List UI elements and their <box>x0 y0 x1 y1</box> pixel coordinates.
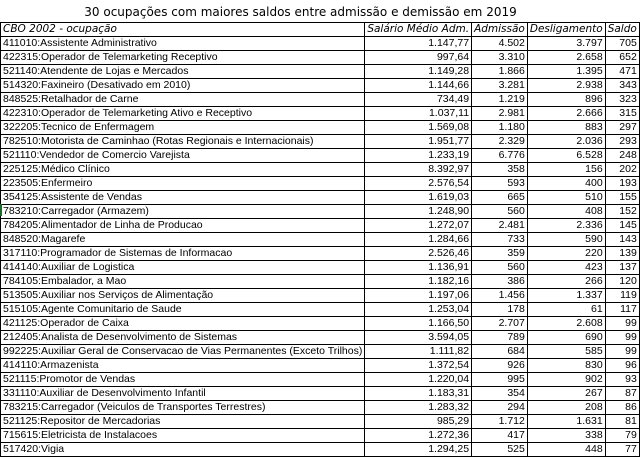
cell-saldo[interactable]: 117 <box>605 303 639 317</box>
table-row <box>1 65 640 79</box>
cell-desligamento[interactable]: 267 <box>527 387 605 401</box>
cell-admissao[interactable]: 2.707 <box>472 317 528 331</box>
cell-admissao[interactable]: 294 <box>472 401 528 415</box>
cell-saldo[interactable]: 155 <box>605 191 639 205</box>
cell-admissao[interactable]: 2.329 <box>472 135 528 149</box>
cell-salario-medio[interactable]: 1.037,11 <box>365 107 472 121</box>
cell-salario-medio[interactable]: 8.392,97 <box>365 163 472 177</box>
cell-desligamento[interactable]: 1.395 <box>527 65 605 79</box>
cell-desligamento[interactable]: 896 <box>527 93 605 107</box>
cell-salario-medio[interactable]: 1.197,06 <box>365 289 472 303</box>
cell-admissao[interactable]: 2.481 <box>472 219 528 233</box>
cell-cbo-ocupacao[interactable]: 992225:Auxiliar Geral de Conservacao de Vias Permanentes (Exceto Trilhos) <box>1 345 365 359</box>
cell-cbo-ocupacao[interactable]: 212405:Analista de Desenvolvimento de Sistemas <box>1 331 365 345</box>
cell-admissao[interactable]: 3.310 <box>472 51 528 65</box>
cell-saldo[interactable]: 139 <box>605 247 639 261</box>
cell-cbo-ocupacao[interactable]: 422315:Operador de Telemarketing Receptivo <box>1 51 365 65</box>
cell-cbo-ocupacao[interactable]: 783210:Carregador (Armazem) <box>1 205 365 219</box>
cell-salario-medio[interactable]: 734,49 <box>365 93 472 107</box>
table-row <box>1 163 640 177</box>
cell-cbo-ocupacao[interactable]: 354125:Assistente de Vendas <box>1 191 365 205</box>
cell-saldo[interactable]: 145 <box>605 219 639 233</box>
table-row <box>1 289 640 303</box>
table-row <box>1 429 640 443</box>
cell-desligamento[interactable]: 510 <box>527 191 605 205</box>
table-row <box>1 93 640 107</box>
table-row <box>1 359 640 373</box>
cell-desligamento[interactable]: 156 <box>527 163 605 177</box>
cell-cbo-ocupacao[interactable]: 331110:Auxiliar de Desenvolvimento Infantil <box>1 387 365 401</box>
cell-desligamento[interactable]: 585 <box>527 345 605 359</box>
cell-salario-medio[interactable]: 1.149,28 <box>365 65 472 79</box>
cell-admissao[interactable]: 178 <box>472 303 528 317</box>
table-row <box>1 415 640 429</box>
cell-admissao[interactable]: 2.981 <box>472 107 528 121</box>
table-row <box>1 401 640 415</box>
cell-salario-medio[interactable]: 1.220,04 <box>365 373 472 387</box>
cell-cbo-ocupacao[interactable]: 848525:Retalhador de Carne <box>1 93 365 107</box>
cell-saldo[interactable]: 120 <box>605 275 639 289</box>
cell-desligamento[interactable]: 902 <box>527 373 605 387</box>
cell-desligamento[interactable]: 1.337 <box>527 289 605 303</box>
cell-admissao[interactable]: 354 <box>472 387 528 401</box>
cell-cbo-ocupacao[interactable]: 715615:Eletricista de Instalacoes <box>1 429 365 443</box>
cell-salario-medio[interactable]: 1.182,16 <box>365 275 472 289</box>
cell-desligamento[interactable]: 408 <box>527 205 605 219</box>
cell-saldo[interactable]: 137 <box>605 261 639 275</box>
cell-admissao[interactable]: 359 <box>472 247 528 261</box>
cell-admissao[interactable]: 665 <box>472 191 528 205</box>
table-row <box>1 275 640 289</box>
cell-admissao[interactable]: 560 <box>472 261 528 275</box>
cell-cbo-ocupacao[interactable]: 515105:Agente Comunitario de Saude <box>1 303 365 317</box>
cell-admissao[interactable]: 1.712 <box>472 415 528 429</box>
cell-cbo-ocupacao[interactable]: 521140:Atendente de Lojas e Mercados <box>1 65 365 79</box>
cell-cbo-ocupacao[interactable]: 225125:Médico Clínico <box>1 163 365 177</box>
table-row <box>1 247 640 261</box>
cell-saldo[interactable]: 93 <box>605 373 639 387</box>
table-row <box>1 107 640 121</box>
cell-admissao[interactable]: 6.776 <box>472 149 528 163</box>
cell-cbo-ocupacao[interactable]: 784105:Embalador, a Mao <box>1 275 365 289</box>
cell-saldo[interactable]: 119 <box>605 289 639 303</box>
cell-admissao[interactable]: 1.456 <box>472 289 528 303</box>
cell-salario-medio[interactable]: 1.166,50 <box>365 317 472 331</box>
cell-saldo[interactable]: 293 <box>605 135 639 149</box>
header-saldo[interactable]: Saldo <box>605 23 639 37</box>
table-row <box>1 79 640 93</box>
cell-cbo-ocupacao[interactable]: 223505:Enfermeiro <box>1 177 365 191</box>
cell-salario-medio[interactable]: 1.147,77 <box>365 37 472 51</box>
cell-salario-medio[interactable]: 997,64 <box>365 51 472 65</box>
cell-salario-medio[interactable]: 1.183,31 <box>365 387 472 401</box>
cell-cbo-ocupacao[interactable]: 421125:Operador de Caixa <box>1 317 365 331</box>
cell-saldo[interactable]: 81 <box>605 415 639 429</box>
cell-saldo[interactable]: 248 <box>605 149 639 163</box>
cell-salario-medio[interactable]: 2.526,46 <box>365 247 472 261</box>
cell-desligamento[interactable]: 3.797 <box>527 37 605 51</box>
table-row <box>1 345 640 359</box>
cell-salario-medio[interactable]: 1.569,08 <box>365 121 472 135</box>
cell-salario-medio[interactable]: 1.272,07 <box>365 219 472 233</box>
cell-cbo-ocupacao[interactable]: 848520:Magarefe <box>1 233 365 247</box>
cell-cbo-ocupacao[interactable]: 322205:Tecnico de Enfermagem <box>1 121 365 135</box>
table-row <box>1 191 640 205</box>
cell-cbo-ocupacao[interactable]: 414110:Armazenista <box>1 359 365 373</box>
table-row <box>1 149 640 163</box>
cell-saldo[interactable]: 99 <box>605 317 639 331</box>
table-row <box>1 205 640 219</box>
cell-saldo[interactable]: 77 <box>605 443 639 457</box>
cell-salario-medio[interactable]: 3.594,05 <box>365 331 472 345</box>
cell-salario-medio[interactable]: 1.619,03 <box>365 191 472 205</box>
cell-desligamento[interactable]: 2.938 <box>527 79 605 93</box>
cell-desligamento[interactable]: 883 <box>527 121 605 135</box>
table-body <box>1 37 640 457</box>
cell-cbo-ocupacao[interactable]: 514320:Faxineiro (Desativado em 2010) <box>1 79 365 93</box>
table-row <box>1 121 640 135</box>
cell-saldo[interactable]: 79 <box>605 429 639 443</box>
cell-salario-medio[interactable]: 1.272,36 <box>365 429 472 443</box>
cell-saldo[interactable]: 143 <box>605 233 639 247</box>
cell-saldo[interactable]: 193 <box>605 177 639 191</box>
cell-desligamento[interactable]: 61 <box>527 303 605 317</box>
cell-desligamento[interactable]: 690 <box>527 331 605 345</box>
table-row <box>1 135 640 149</box>
cell-saldo[interactable]: 87 <box>605 387 639 401</box>
cell-saldo[interactable]: 343 <box>605 79 639 93</box>
cell-desligamento[interactable]: 448 <box>527 443 605 457</box>
cell-cbo-ocupacao[interactable]: 317110:Programador de Sistemas de Informacao <box>1 247 365 261</box>
cell-admissao[interactable]: 684 <box>472 345 528 359</box>
cell-cbo-ocupacao[interactable]: 422310:Operador de Telemarketing Ativo e Receptivo <box>1 107 365 121</box>
cell-desligamento[interactable]: 2.608 <box>527 317 605 331</box>
cell-desligamento[interactable]: 400 <box>527 177 605 191</box>
cell-saldo[interactable]: 99 <box>605 345 639 359</box>
cell-saldo[interactable]: 705 <box>605 37 639 51</box>
cell-desligamento[interactable]: 423 <box>527 261 605 275</box>
cell-admissao[interactable]: 733 <box>472 233 528 247</box>
cell-salario-medio[interactable]: 1.111,82 <box>365 345 472 359</box>
cell-admissao[interactable]: 1.866 <box>472 65 528 79</box>
cell-desligamento[interactable]: 220 <box>527 247 605 261</box>
cell-saldo[interactable]: 152 <box>605 205 639 219</box>
cell-saldo[interactable]: 202 <box>605 163 639 177</box>
cell-admissao[interactable]: 560 <box>472 205 528 219</box>
table-row <box>1 331 640 345</box>
header-salario-medio[interactable]: Salário Médio Adm. <box>365 23 472 37</box>
cell-saldo[interactable]: 96 <box>605 359 639 373</box>
cell-salario-medio[interactable]: 1.233,19 <box>365 149 472 163</box>
cell-salario-medio[interactable]: 1.294,25 <box>365 443 472 457</box>
cell-saldo[interactable]: 99 <box>605 331 639 345</box>
cell-desligamento[interactable]: 2.658 <box>527 51 605 65</box>
cell-desligamento[interactable]: 830 <box>527 359 605 373</box>
cell-desligamento[interactable]: 2.036 <box>527 135 605 149</box>
table-row <box>1 37 640 51</box>
cell-saldo[interactable]: 652 <box>605 51 639 65</box>
cell-admissao[interactable]: 4.502 <box>472 37 528 51</box>
table-row <box>1 177 640 191</box>
cell-salario-medio[interactable]: 1.253,04 <box>365 303 472 317</box>
cell-desligamento[interactable]: 2.666 <box>527 107 605 121</box>
header-row <box>1 23 640 37</box>
cell-cbo-ocupacao[interactable]: 784205:Alimentador de Linha de Producao <box>1 219 365 233</box>
table-row <box>1 219 640 233</box>
table-row <box>1 373 640 387</box>
occupations-table <box>0 22 640 457</box>
cell-desligamento[interactable]: 6.528 <box>527 149 605 163</box>
header-admissao[interactable]: Admissão <box>472 23 528 37</box>
cell-cbo-ocupacao[interactable]: 411010:Assistente Administrativo <box>1 37 365 51</box>
cell-cbo-ocupacao[interactable]: 414140:Auxiliar de Logistica <box>1 261 365 275</box>
cell-desligamento[interactable]: 266 <box>527 275 605 289</box>
cell-cbo-ocupacao[interactable]: 782510:Motorista de Caminhao (Rotas Regionais e Internacionais) <box>1 135 365 149</box>
table-row <box>1 317 640 331</box>
table-row <box>1 387 640 401</box>
cell-salario-medio[interactable]: 1.372,54 <box>365 359 472 373</box>
table-row <box>1 261 640 275</box>
cell-admissao[interactable]: 386 <box>472 275 528 289</box>
cell-cbo-ocupacao[interactable]: 521115:Promotor de Vendas <box>1 373 365 387</box>
cell-admissao[interactable]: 525 <box>472 443 528 457</box>
table-row <box>1 303 640 317</box>
header-cbo-ocupacao[interactable]: CBO 2002 - ocupação <box>1 23 365 37</box>
table-row <box>1 233 640 247</box>
table-title: 30 ocupações com maiores saldos entre admissão e demissão em 2019 <box>84 5 517 19</box>
cell-salario-medio[interactable]: 1.951,77 <box>365 135 472 149</box>
cell-salario-medio[interactable]: 985,29 <box>365 415 472 429</box>
cell-desligamento[interactable]: 208 <box>527 401 605 415</box>
cell-salario-medio[interactable]: 1.284,66 <box>365 233 472 247</box>
table-row <box>1 51 640 65</box>
cell-salario-medio[interactable]: 1.283,32 <box>365 401 472 415</box>
cell-salario-medio[interactable]: 1.136,91 <box>365 261 472 275</box>
cell-admissao[interactable]: 3.281 <box>472 79 528 93</box>
cell-desligamento[interactable]: 338 <box>527 429 605 443</box>
cell-saldo[interactable]: 86 <box>605 401 639 415</box>
cell-salario-medio[interactable]: 2.576,54 <box>365 177 472 191</box>
cell-desligamento[interactable]: 1.631 <box>527 415 605 429</box>
cell-desligamento[interactable]: 590 <box>527 233 605 247</box>
cell-admissao[interactable]: 789 <box>472 331 528 345</box>
cell-admissao[interactable]: 1.219 <box>472 93 528 107</box>
cell-cbo-ocupacao[interactable]: 517420:Vigia <box>1 443 365 457</box>
cell-cbo-ocupacao[interactable]: 521125:Repositor de Mercadorias <box>1 415 365 429</box>
cell-salario-medio[interactable]: 1.144,66 <box>365 79 472 93</box>
cell-admissao[interactable]: 926 <box>472 359 528 373</box>
cell-salario-medio[interactable]: 1.248,90 <box>365 205 472 219</box>
cell-cbo-ocupacao[interactable]: 783215:Carregador (Veiculos de Transportes Terrestres) <box>1 401 365 415</box>
cell-cbo-ocupacao[interactable]: 521110:Vendedor de Comercio Varejista <box>1 149 365 163</box>
table-row <box>1 443 640 457</box>
cell-saldo[interactable]: 315 <box>605 107 639 121</box>
cell-admissao[interactable]: 995 <box>472 373 528 387</box>
cell-saldo[interactable]: 323 <box>605 93 639 107</box>
cell-admissao[interactable]: 593 <box>472 177 528 191</box>
header-desligamento[interactable]: Desligamento <box>527 23 605 37</box>
cell-cbo-ocupacao[interactable]: 513505:Auxiliar nos Serviços de Alimentação <box>1 289 365 303</box>
cell-admissao[interactable]: 358 <box>472 163 528 177</box>
cell-desligamento[interactable]: 2.336 <box>527 219 605 233</box>
cell-admissao[interactable]: 417 <box>472 429 528 443</box>
cell-saldo[interactable]: 297 <box>605 121 639 135</box>
cell-cursor <box>0 204 2 216</box>
cell-saldo[interactable]: 471 <box>605 65 639 79</box>
cell-admissao[interactable]: 1.180 <box>472 121 528 135</box>
